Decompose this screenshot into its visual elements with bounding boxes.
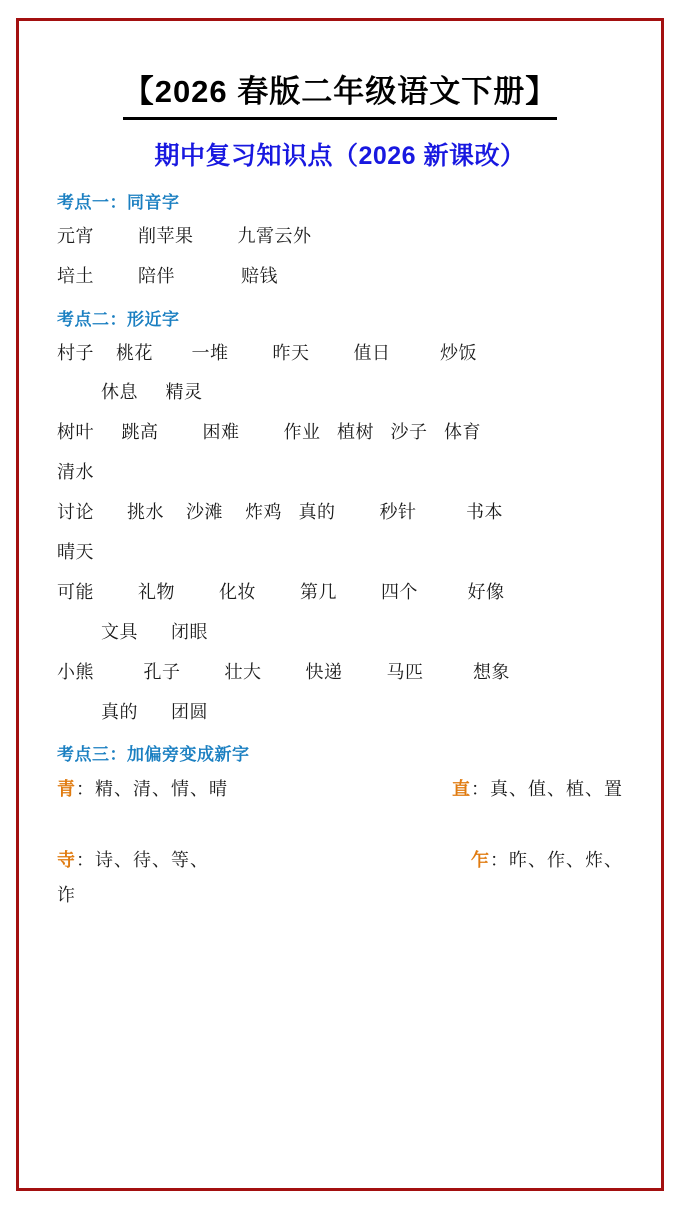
section-2-line-10: 真的 团圆 [57,701,209,722]
radical-entry-zha [351,846,623,875]
section-1-line-1: 元宵 削苹果 九霄云外 [57,225,312,246]
section-2-line-2: 休息 精灵 [57,382,203,403]
page-subtitle: 期中复习知识点（2026 新课改） [154,141,526,170]
section-2-line-4: 清水 [57,462,94,483]
section-heading-1: 考点一：同音字 [57,192,180,212]
section-2-line-3: 树叶 跳高 困难 作业 植树 沙子 体育 [57,422,482,443]
radical-entry-zhi [351,775,623,804]
section-heading-3: 考点三：加偏旁变成新字 [57,745,250,765]
section-2-line-1: 村子 桃花 一堆 昨天 值日 炒饭 [57,342,478,363]
radical-chars-zha: ：昨、作、炸、 [490,850,623,871]
radical-entry-si [57,846,329,875]
radical-chars-qing: ：精、清、情、晴 [76,779,228,800]
radical-row-2 [57,846,623,875]
section-2-line-6: 晴天 [57,541,94,562]
section-2-line-7: 可能 礼物 化妆 第几 四个 好像 [57,581,505,602]
radical-key-qing: 青 [57,779,76,800]
radical-tail-char: 诈 [57,885,76,906]
title-block [57,73,623,120]
section-1-line-2: 培土 陪伴 赔钱 [57,265,279,286]
radical-chars-si: ：诗、待、等、 [76,850,209,871]
section-2-line-5: 讨论 挑水 沙滩 炸鸡 真的 秒针 书本 [57,502,504,523]
radical-key-zhi: 直 [452,779,471,800]
radical-chars-zhi: ：真、值、植、置 [471,779,623,800]
radical-entry-qing [57,775,329,804]
radical-key-si: 寺 [57,850,76,871]
section-2-line-8: 文具 闭眼 [57,621,209,642]
document-frame [16,18,664,1191]
radical-row-1 [57,775,623,804]
section-heading-2: 考点二：形近字 [57,309,180,329]
radical-key-zha: 乍 [471,850,490,871]
section-2-line-9: 小熊 孔子 壮大 快递 马匹 想象 [57,661,511,682]
page-title: 【2026 春版二年级语文下册】 [123,73,558,120]
